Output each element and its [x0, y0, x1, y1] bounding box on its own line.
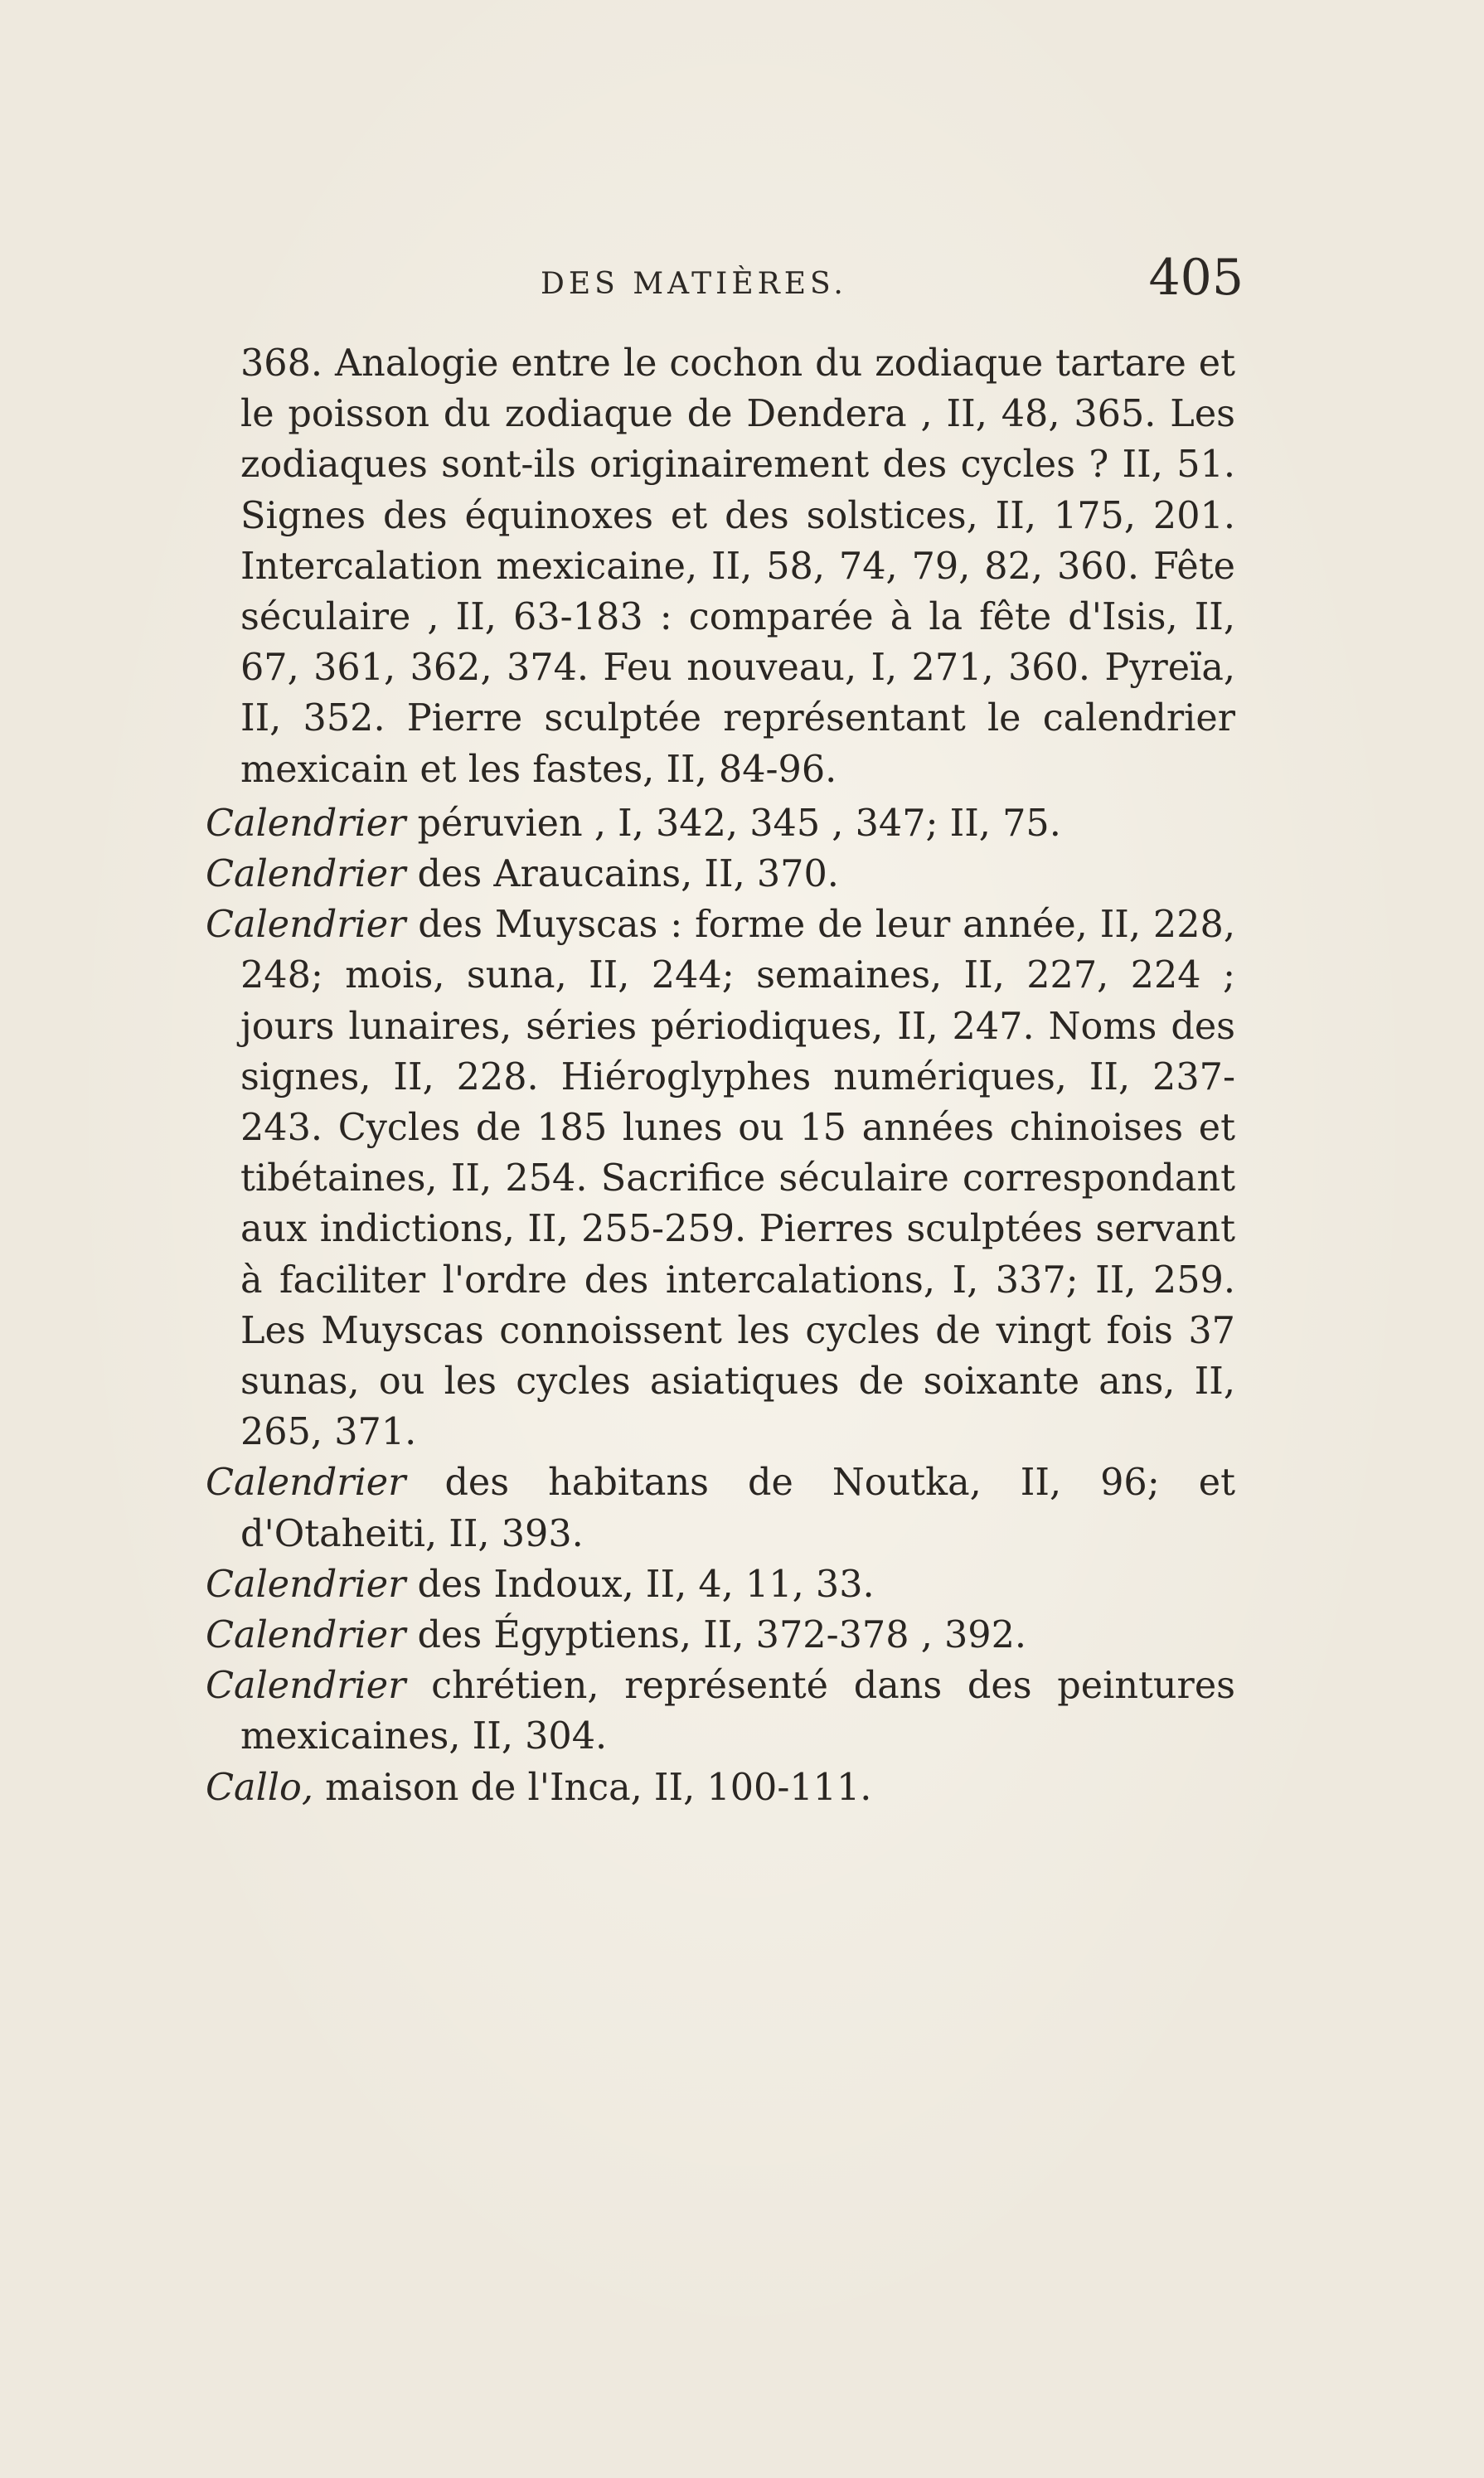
running-head: DES MATIÈRES. [541, 267, 847, 301]
index-entry [206, 1559, 1235, 1610]
entry-text: péruvien , I, 342, 345 , 347; II, 75. [405, 802, 1061, 845]
entry-headword: Calendrier [206, 1614, 406, 1657]
index-body [206, 338, 1235, 1813]
entry-text: chrétien, représenté dans des peintures mexicaines, II, 304. [240, 1665, 1235, 1758]
entry-text: maison de l'Inca, II, 100-111. [313, 1766, 872, 1809]
index-entry [206, 1763, 1235, 1813]
entry-headword: Calendrier [206, 904, 406, 947]
entry-headword: Calendrier [206, 1563, 406, 1606]
entry-text: des Égyptiens, II, 372-378 , 392. [405, 1614, 1027, 1657]
page-number: 405 [1148, 249, 1244, 307]
entry-headword: Calendrier [206, 802, 406, 845]
index-entry [206, 1661, 1235, 1762]
entry-headword: Callo, [206, 1766, 313, 1809]
entry-text: des habitans de Noutka, II, 96; et d'Otaheiti, II, 393. [240, 1462, 1235, 1555]
index-entry [206, 798, 1235, 849]
index-entry-continuation [206, 338, 1235, 795]
index-entry [206, 1610, 1235, 1661]
entry-text: des Indoux, II, 4, 11, 33. [405, 1563, 875, 1606]
entry-text: des Araucains, II, 370. [405, 853, 839, 896]
index-entry [206, 1457, 1235, 1559]
entry-headword: Calendrier [206, 1462, 406, 1505]
entry-headword: Calendrier [206, 1665, 406, 1708]
page-header [531, 249, 1244, 315]
entry-headword: Calendrier [206, 853, 406, 896]
entry-text: des Muyscas : forme de leur année, II, 228, 248; mois, suna, II, 244; semaines, II, 227, 224 ; jours lunaires, séries périodiques, II, 247. Noms des signes, II, 228. Hiéroglyphes numériques, II, 237-243. Cycles de 185 lunes ou 15 années chinoises et tibétaines, II, 254. Sacrifice séculaire correspondant aux indictions, II, 255-259. Pierres sculptées servant à faciliter l'ordre des intercalations, I, 337; II, 259. Les Muyscas connoissent les cycles de vingt fois 37 sunas, ou les cycles asiatiques de soixante ans, II, 265, 371. [240, 904, 1235, 1454]
index-entry [206, 849, 1235, 900]
entry-text: 368. Analogie entre le cochon du zodiaque tartare et le poisson du zodiaque de Dendera , II, 48, 365. Les zodiaques sont-ils originairement des cycles ? II, 51. Signes des équinoxes et des solstices, II, 175, 201. Intercalation mexicaine, II, 58, 74, 79, 82, 360. Fête séculaire , II, 63-183 : comparée à la fête d'Isis, II, 67, 361, 362, 374. Feu nouveau, I, 271, 360. Pyreïa, II, 352. Pierre sculptée représentant le calendrier mexicain et les fastes, II, 84-96. [240, 342, 1235, 791]
index-entry [206, 900, 1235, 1457]
